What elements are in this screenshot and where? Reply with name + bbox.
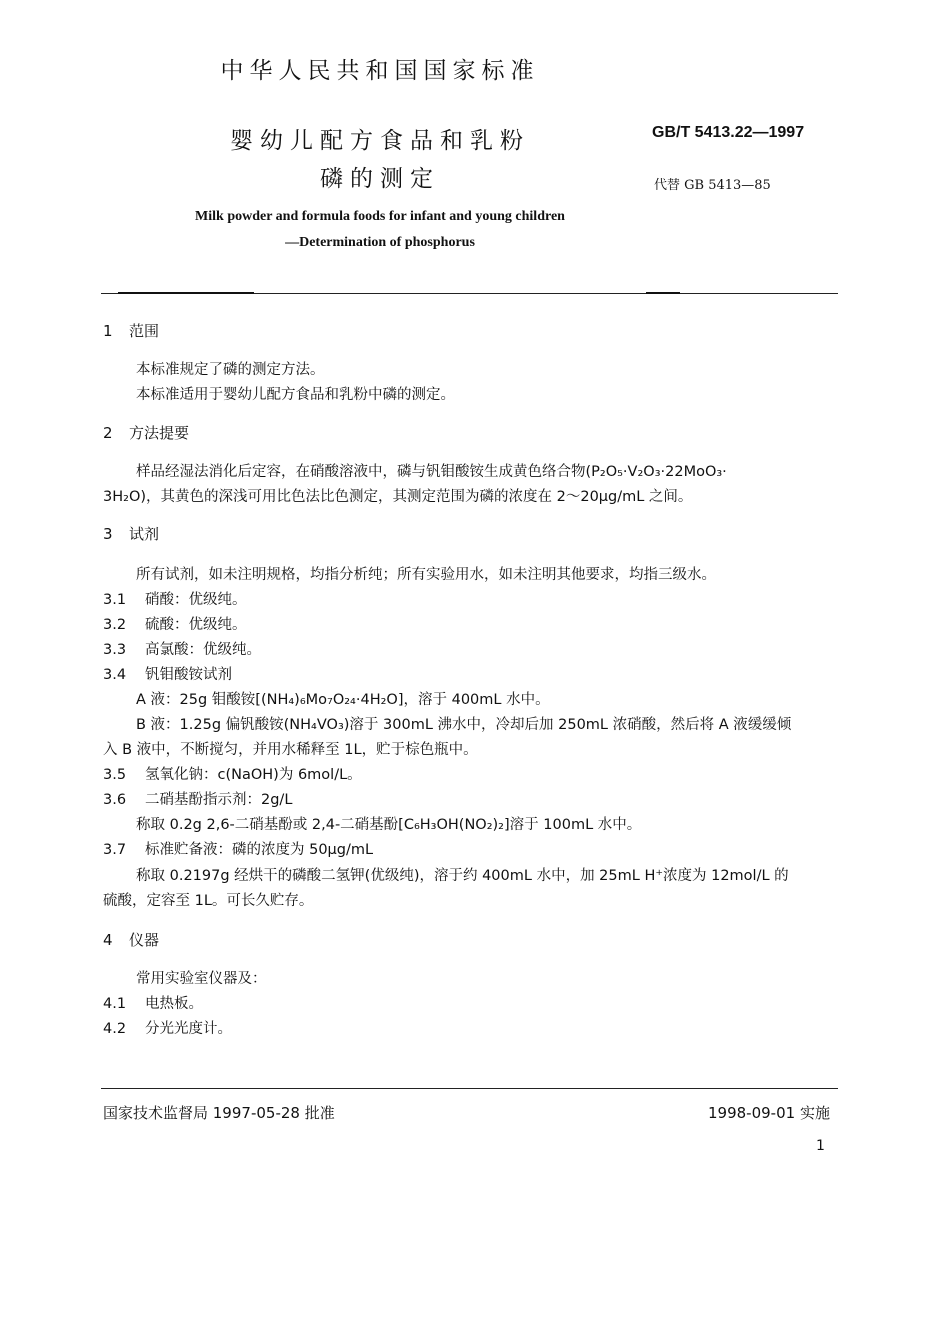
section-4-heading	[103, 929, 159, 950]
paragraph: 硫酸，定容至 1L。可长久贮存。	[103, 893, 314, 909]
section-number: 4	[103, 931, 113, 949]
list-item	[103, 763, 362, 784]
paragraph: A 液：25g 钼酸铵[(NH₄)₆Mo₇O₂₄·4H₂O]，溶于 400mL 水中。	[136, 692, 550, 708]
document-title-line2: 磷的测定	[320, 166, 440, 192]
section-2-heading	[103, 422, 189, 443]
item-number: 3.2	[103, 617, 127, 633]
item-text: 二硝基酚指示剂：2g/L	[145, 792, 293, 808]
paragraph: 样品经湿法消化后定容，在硝酸溶液中，磷与钒钼酸铵生成黄色络合物(P₂O₅·V₂O₃·22MoO₃·	[136, 464, 727, 480]
item-text: 钒钼酸铵试剂	[145, 667, 232, 683]
list-item	[103, 1017, 232, 1038]
section-title: 范围	[129, 322, 160, 340]
paragraph: 所有试剂，如未注明规格，均指分析纯；所有实验用水，如未注明其他要求，均指三级水。	[136, 567, 716, 583]
standard-code: GB/T 5413.22—1997	[652, 124, 805, 141]
paragraph: 本标准规定了磷的测定方法。	[136, 362, 325, 378]
item-number: 4.2	[103, 1021, 127, 1037]
footer-divider	[101, 1088, 838, 1089]
english-title-line1: Milk powder and formula foods for infant and young children	[195, 209, 565, 224]
section-title: 仪器	[129, 931, 160, 949]
item-number: 3.5	[103, 767, 127, 783]
implementation-date: 1998-09-01 实施	[708, 1104, 830, 1122]
issuer-title: 中华人民共和国国家标准	[220, 58, 540, 84]
list-item	[103, 992, 203, 1013]
paragraph: 常用实验室仪器及：	[136, 971, 267, 987]
section-1-heading	[103, 320, 159, 341]
header-divider-accent-right	[646, 292, 680, 294]
item-number: 4.1	[103, 996, 127, 1012]
paragraph: 称取 0.2g 2,6-二硝基酚或 2,4-二硝基酚[C₆H₃OH(NO₂)₂]溶于 100mL 水中。	[136, 817, 642, 833]
item-text: 分光光度计。	[145, 1021, 232, 1037]
item-text: 标准贮备液：磷的浓度为 50μg/mL	[145, 842, 374, 858]
item-text: 硫酸：优级纯。	[145, 617, 247, 633]
list-item	[103, 638, 261, 659]
list-item	[103, 838, 373, 859]
item-text: 硝酸：优级纯。	[145, 592, 247, 608]
section-number: 2	[103, 424, 113, 442]
paragraph: 本标准适用于婴幼儿配方食品和乳粉中磷的测定。	[136, 387, 455, 403]
paragraph: 3H₂O)，其黄色的深浅可用比色法比色测定，其测定范围为磷的浓度在 2～20μg/mL 之间。	[103, 489, 693, 505]
paragraph: B 液：1.25g 偏钒酸铵(NH₄VO₃)溶于 300mL 沸水中，冷却后加 250mL 浓硝酸，然后将 A 液缓缓倾	[136, 717, 792, 733]
list-item	[103, 788, 292, 809]
item-number: 3.4	[103, 667, 127, 683]
section-number: 1	[103, 322, 113, 340]
list-item	[103, 588, 247, 609]
item-text: 电热板。	[145, 996, 203, 1012]
page-number: 1	[816, 1138, 825, 1154]
list-item	[103, 663, 232, 684]
item-text: 氢氧化钠：c(NaOH)为 6mol/L。	[145, 767, 362, 783]
document-title-line1: 婴幼儿配方食品和乳粉	[230, 128, 530, 154]
english-title-line2: —Determination of phosphorus	[285, 235, 475, 250]
section-number: 3	[103, 525, 113, 543]
item-number: 3.6	[103, 792, 127, 808]
header-divider-accent-left	[118, 292, 254, 294]
section-3-heading	[103, 523, 159, 544]
paragraph: 称取 0.2197g 经烘干的磷酸二氢钾(优级纯)，溶于约 400mL 水中，加 25mL H⁺浓度为 12mol/L 的	[136, 868, 789, 884]
section-title: 方法提要	[129, 424, 190, 442]
item-number: 3.7	[103, 842, 127, 858]
item-number: 3.1	[103, 592, 127, 608]
list-item	[103, 613, 247, 634]
item-number: 3.3	[103, 642, 127, 658]
paragraph: 入 B 液中，不断搅匀，并用水稀释至 1L，贮于棕色瓶中。	[103, 742, 478, 758]
item-text: 高氯酸：优级纯。	[145, 642, 261, 658]
replaces-note: 代替 GB 5413—85	[654, 178, 771, 193]
approval-date: 国家技术监督局 1997-05-28 批准	[103, 1104, 335, 1122]
section-title: 试剂	[129, 525, 160, 543]
